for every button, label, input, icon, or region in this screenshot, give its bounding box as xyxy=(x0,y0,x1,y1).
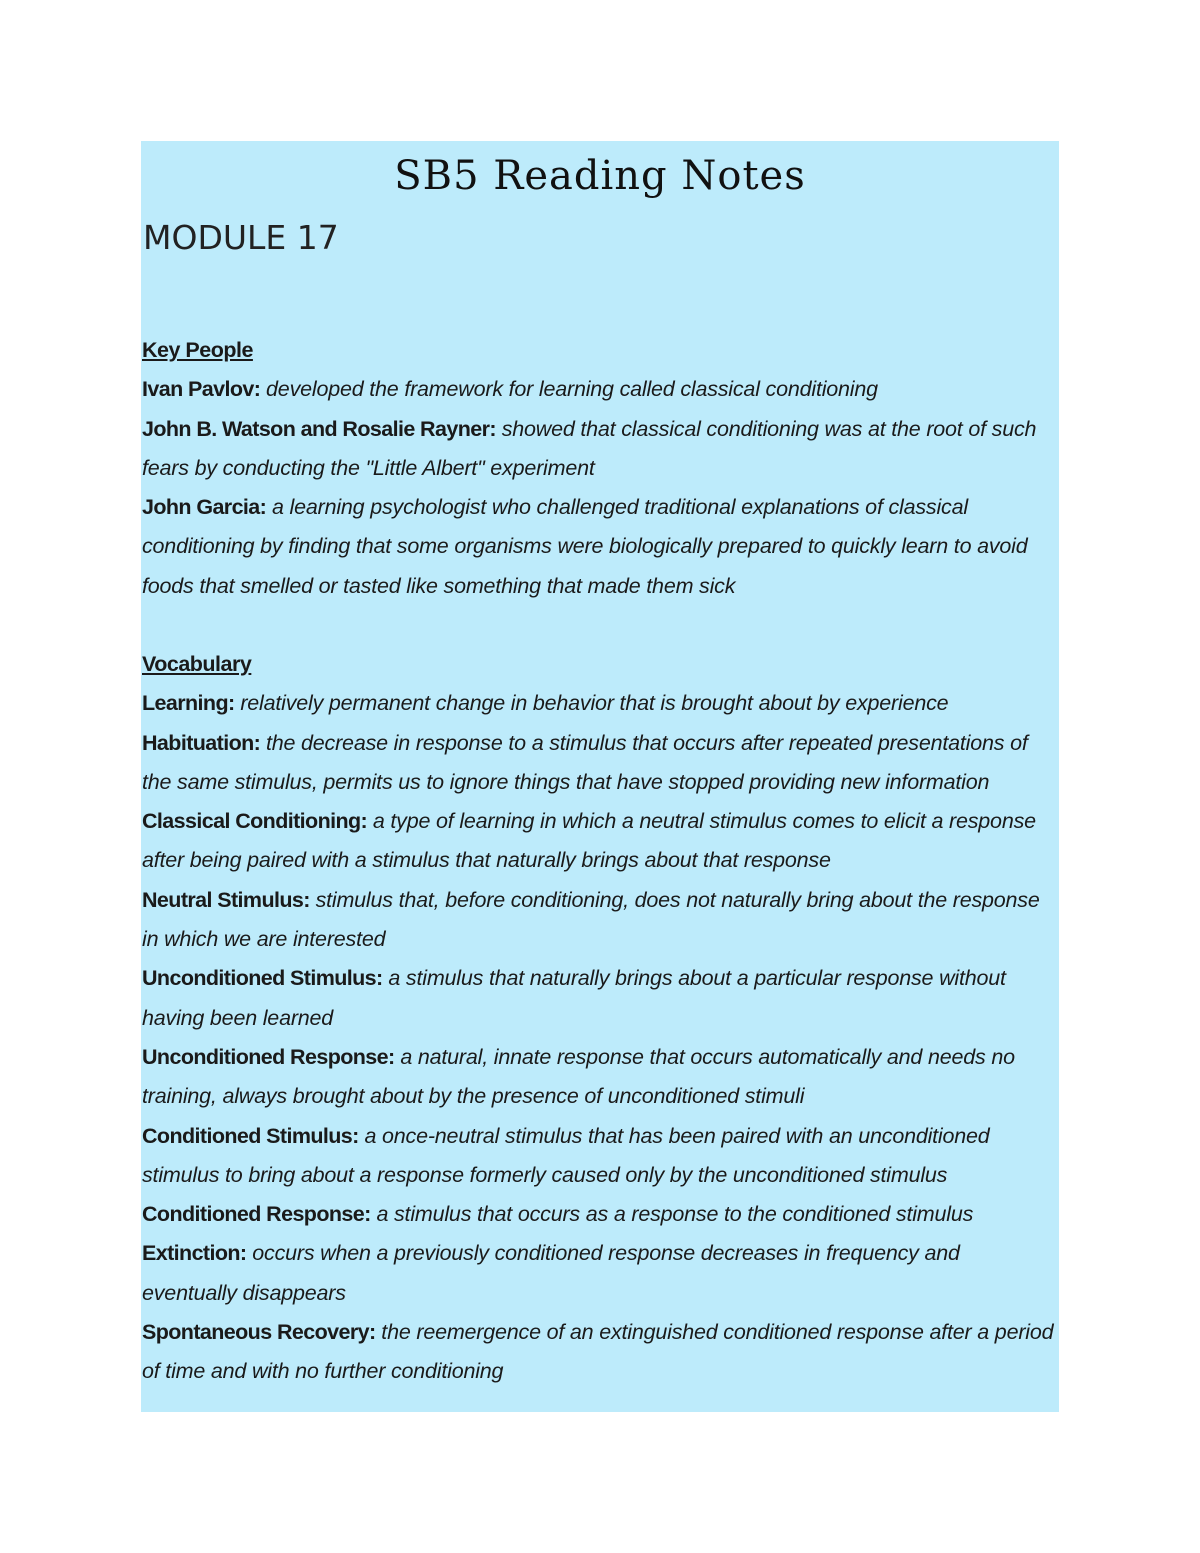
vocabulary-heading: Vocabulary xyxy=(142,652,252,676)
vocab-definition: the decrease in response to a stimulus that occurs after repeated presentations of the same stimulus, permits us to ignore things that have stopped providing new information xyxy=(142,730,1028,794)
key-person-description: showed that classical conditioning was at the root of such fears by conducting the "Little Albert" experiment xyxy=(142,416,1037,480)
vocab-entry xyxy=(142,1195,1054,1234)
vocab-definition: a stimulus that naturally brings about a particular response without having been learned xyxy=(142,966,1006,1030)
vocab-definition: occurs when a previously conditioned response decreases in frequency and eventually disappears xyxy=(142,1241,960,1305)
vocab-term: Neutral Stimulus: xyxy=(142,887,310,912)
vocab-definition: the reemergence of an extinguished conditioned response after a period of time and with no further conditioning xyxy=(142,1320,1054,1384)
key-person-entry xyxy=(142,488,1054,606)
vocab-entry xyxy=(142,1117,1054,1196)
vocab-term: Extinction: xyxy=(142,1241,247,1266)
vocab-entry xyxy=(142,881,1054,960)
key-person-description: developed the framework for learning called classical conditioning xyxy=(260,377,878,402)
vocab-definition: a once-neutral stimulus that has been paired with an unconditioned stimulus to bring about a response formerly caused only by the unconditioned stimulus xyxy=(142,1123,990,1187)
notes-panel xyxy=(141,141,1059,1412)
key-person-description: a learning psychologist who challenged traditional explanations of classical conditioning by finding that some organisms were biologically prepared to quickly learn to avoid foods that smelled or tasted like something that made them sick xyxy=(142,495,1028,598)
vocabulary-section xyxy=(142,645,1054,1392)
vocab-entry xyxy=(142,724,1054,803)
vocab-entry xyxy=(142,959,1054,1038)
key-person-entry xyxy=(142,410,1054,489)
vocab-term: Unconditioned Stimulus: xyxy=(142,966,383,991)
module-label: MODULE 17 xyxy=(143,218,339,257)
vocab-entry xyxy=(142,1313,1054,1392)
key-person-entry xyxy=(142,370,1054,409)
vocab-definition: a stimulus that occurs as a response to the conditioned stimulus xyxy=(370,1202,974,1227)
vocab-term: Unconditioned Response: xyxy=(142,1044,395,1069)
vocab-term: Habituation: xyxy=(142,730,261,755)
key-person-name: John Garcia: xyxy=(142,495,267,520)
vocab-entry xyxy=(142,1038,1054,1117)
vocab-entry xyxy=(142,1234,1054,1313)
key-person-name: John B. Watson and Rosalie Rayner: xyxy=(142,416,496,441)
vocab-definition: relatively permanent change in behavior that is brought about by experience xyxy=(234,691,949,716)
key-person-name: Ivan Pavlov: xyxy=(142,377,261,402)
vocab-entry xyxy=(142,802,1054,881)
key-people-section xyxy=(142,331,1054,606)
vocab-term: Spontaneous Recovery: xyxy=(142,1320,376,1345)
vocab-definition: stimulus that, before conditioning, does not naturally bring about the response in which we are interested xyxy=(142,887,1040,952)
vocab-term: Classical Conditioning: xyxy=(142,809,368,834)
vocab-entry xyxy=(142,684,1054,723)
vocab-definition: a natural, innate response that occurs automatically and needs no training, always brought about by the presence of unconditioned stimuli xyxy=(142,1044,1015,1109)
document-title: SB5 Reading Notes xyxy=(394,153,806,199)
vocab-term: Conditioned Response: xyxy=(142,1202,371,1227)
key-people-heading: Key People xyxy=(142,338,253,362)
vocab-term: Conditioned Stimulus: xyxy=(142,1123,359,1148)
vocab-definition: a type of learning in which a neutral stimulus comes to elicit a response after being paired with a stimulus that naturally brings about that response xyxy=(142,809,1036,873)
vocab-term: Learning: xyxy=(142,691,235,716)
